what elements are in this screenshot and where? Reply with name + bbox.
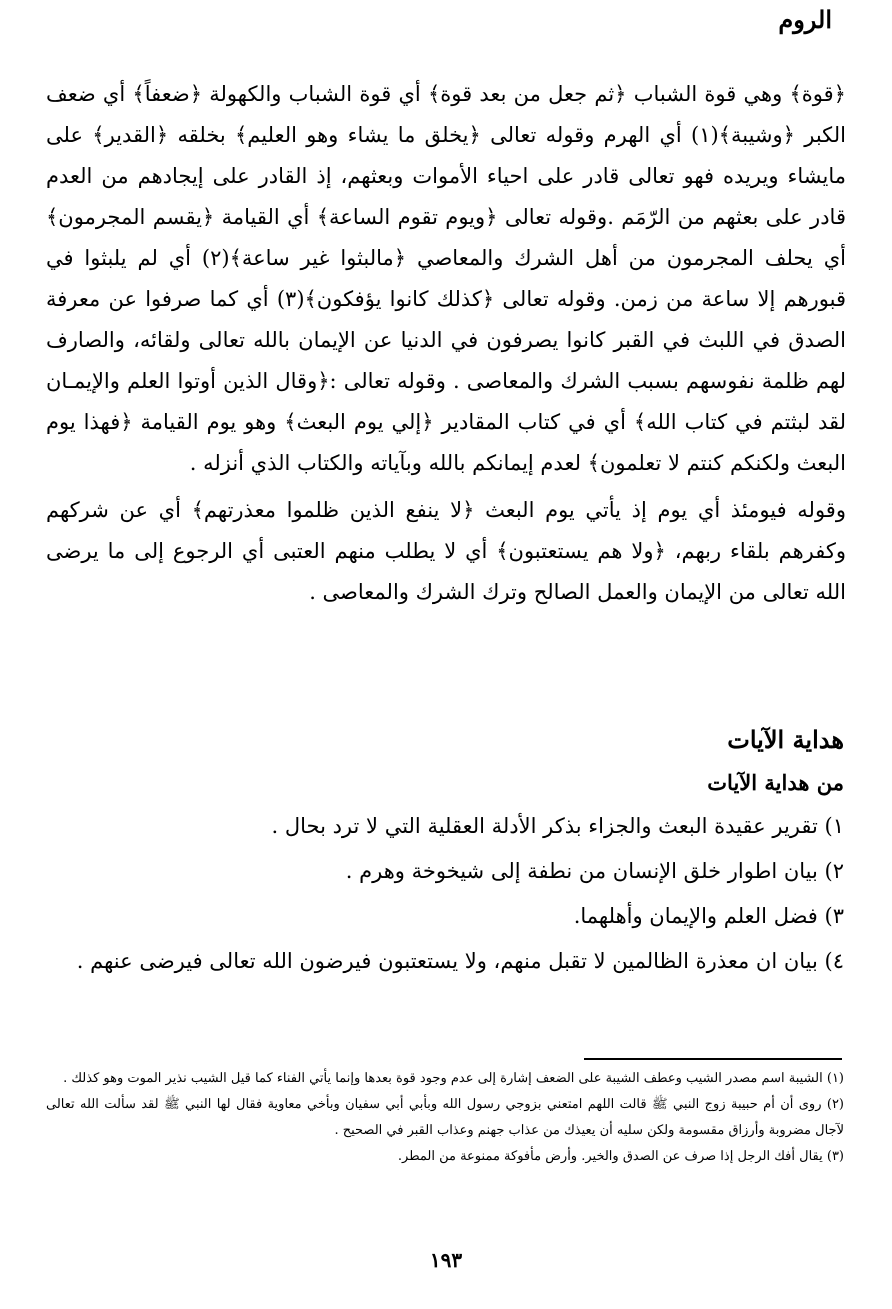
tafsir-paragraph-2: وقوله فيومئذ أي يوم إذ يأتي يوم البعث ﴿لا ينفع الذين ظلموا معذرتهم﴾ أي عن شركهم وكفرهم بلقاء ربهم، ﴿ولا هم يستعتبون﴾ أي لا يطلب منهم العتبى أي الرجوع إلى ما يرضى الله تعالى من الإيمان والعمل الصالح وترك الشرك والمعاصى . bbox=[46, 498, 846, 604]
hidaya-list bbox=[44, 804, 844, 984]
tafsir-body bbox=[46, 74, 846, 613]
footnote: (١) الشيبة اسم مصدر الشيب وعطف الشيبة على الضعف إشارة إلى عدم وجود قوة بعدها وإنما يأتي الفناء كما قيل الشيب نذير الموت وهو كذلك . bbox=[63, 1071, 844, 1086]
footnote-divider bbox=[584, 1058, 842, 1060]
tafsir-paragraph-1: ﴿قوة﴾ وهي قوة الشباب ﴿ثم جعل من بعد قوة﴾ أي قوة الشباب والكهولة ﴿ضعفاً﴾ أي ضعف الكبر ﴿وشيبة﴾(١) أي الهرم وقوله تعالى ﴿يخلق ما يشاء وهو العليم﴾ بخلقه ﴿القدير﴾ على مايشاء ويريده فهو تعالى قادر على احياء الأموات وبعثهم، إذ القادر على إيجادهم من العدم قادر على بعثهم من الرّمَم .وقوله تعالى ﴿ويوم تقوم الساعة﴾ أي القيامة ﴿يقسم المجرمون﴾ أي يحلف المجرمون من أهل الشرك والمعاصي ﴿مالبثوا غير ساعة﴾(٢) أي لم يلبثوا في قبورهم إلا ساعة من زمن. وقوله تعالى ﴿كذلك كانوا يؤفكون﴾(٣) أي كما صرفوا عن معرفة الصدق في اللبث في القبر كانوا يصرفون في الدنيا عن الإيمان بالله تعالى ولقائه، والصارف لهم ظلمة نفوسهم بسبب الشرك والمعاصى . وقوله تعالى :﴿وقال الذين أوتوا العلم والإيمـان لقد لبثتم في كتاب الله﴾ أي في كتاب المقادير ﴿إلي يوم البعث﴾ وهو يوم القيامة ﴿فهذا يوم البعث ولكنكم كنتم لا تعلمون﴾ لعدم إيمانكم بالله وبآياته والكتاب الذي أنزله . bbox=[46, 82, 846, 475]
hidaya-section-subtitle: من هداية الآيات bbox=[707, 770, 844, 795]
page-number: ١٩٣ bbox=[429, 1248, 463, 1272]
hidaya-section-title: هداية الآيات bbox=[727, 725, 844, 754]
footnote: (٢) روى أن أم حبيبة زوج النبي ﷺ قالت اللهم امتعني بزوجي رسول الله وبأبي أبي سفيان وبأخي معاوية فقال لها النبي ﷺ لقد سألت الله تعالى لآجال مضروبة وأرزاق مقسومة ولكن سليه أن يعيذك من عذاب جهنم وعذاب القبر في الصحيح . bbox=[46, 1097, 844, 1138]
surah-running-header: الروم bbox=[778, 5, 832, 34]
hidaya-item: ٢) بيان اطوار خلق الإنسان من نطفة إلى شيخوخة وهرم . bbox=[345, 859, 844, 883]
footnote: (٣) يقال أفك الرجل إذا صرف عن الصدق والخير. وأرض مأفوكة ممنوعة من المطر. bbox=[397, 1149, 844, 1164]
hidaya-item: ٤) بيان ان معذرة الظالمين لا تقبل منهم، ولا يستعتبون فيرضون الله تعالى فيرضى عنهم . bbox=[76, 949, 844, 973]
footnotes bbox=[46, 1066, 844, 1170]
hidaya-item: ٣) فضل العلم والإيمان وأهلهما. bbox=[573, 904, 844, 928]
hidaya-item: ١) تقرير عقيدة البعث والجزاء بذكر الأدلة العقلية التي لا ترد بحال . bbox=[271, 814, 844, 838]
